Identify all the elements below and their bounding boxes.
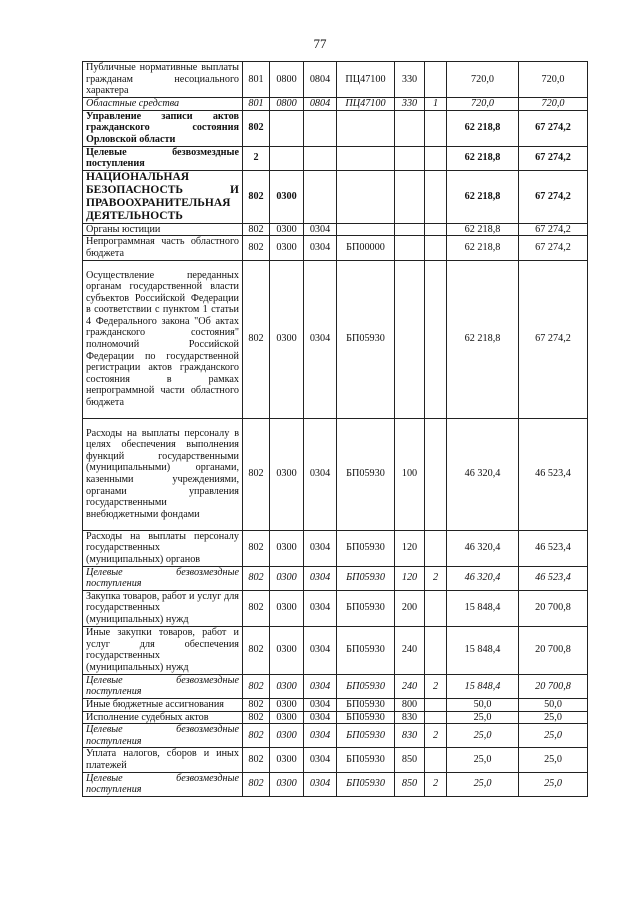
row-amount-year2: 720,0 — [519, 62, 588, 98]
row-expense-type: 330 — [395, 98, 425, 111]
table-row — [83, 590, 588, 626]
row-expense-type — [395, 236, 425, 260]
row-expense-type — [395, 170, 425, 223]
row-name: Иные бюджетные ассигнования — [83, 698, 243, 711]
row-section: 0300 — [270, 223, 304, 236]
row-grbs: 802 — [243, 772, 270, 796]
row-name: Целевые безвозмездные поступления — [83, 772, 243, 796]
row-grbs: 802 — [243, 530, 270, 566]
row-grbs: 802 — [243, 223, 270, 236]
table-row — [83, 170, 588, 223]
row-section: 0300 — [270, 418, 304, 530]
row-name: Иные закупки товаров, работ и услуг для обеспечения государственных (муниципальных) нужд — [83, 626, 243, 674]
row-name: Целевые безвозмездные поступления — [83, 724, 243, 748]
row-funding-source — [425, 698, 447, 711]
row-grbs: 801 — [243, 62, 270, 98]
row-amount-year2: 67 274,2 — [519, 110, 588, 146]
row-target-article: БП05930 — [337, 772, 395, 796]
budget-table — [82, 61, 588, 797]
row-amount-year2: 46 523,4 — [519, 566, 588, 590]
table-row — [83, 748, 588, 772]
row-amount-year2: 720,0 — [519, 98, 588, 111]
row-name: Исполнение судебных актов — [83, 711, 243, 724]
row-subsection: 0304 — [304, 590, 337, 626]
row-amount-year1: 15 848,4 — [447, 590, 519, 626]
row-target-article — [337, 170, 395, 223]
row-funding-source: 2 — [425, 772, 447, 796]
row-target-article: БП05930 — [337, 711, 395, 724]
row-funding-source: 2 — [425, 566, 447, 590]
row-amount-year1: 50,0 — [447, 698, 519, 711]
row-subsection: 0304 — [304, 236, 337, 260]
row-expense-type — [395, 223, 425, 236]
row-subsection: 0304 — [304, 626, 337, 674]
row-amount-year2: 25,0 — [519, 772, 588, 796]
row-amount-year1: 62 218,8 — [447, 236, 519, 260]
row-name: Расходы на выплаты персоналу государственных (муниципальных) органов — [83, 530, 243, 566]
table-row — [83, 724, 588, 748]
row-section — [270, 146, 304, 170]
row-funding-source — [425, 62, 447, 98]
row-name: Уплата налогов, сборов и иных платежей — [83, 748, 243, 772]
row-subsection: 0804 — [304, 98, 337, 111]
row-funding-source: 2 — [425, 724, 447, 748]
row-name: Непрограммная часть областного бюджета — [83, 236, 243, 260]
row-name: Закупка товаров, работ и услуг для государственных (муниципальных) нужд — [83, 590, 243, 626]
row-amount-year1: 46 320,4 — [447, 418, 519, 530]
row-amount-year2: 20 700,8 — [519, 626, 588, 674]
row-subsection: 0304 — [304, 530, 337, 566]
row-target-article: БП05930 — [337, 418, 395, 530]
row-target-article: ПЦ47100 — [337, 62, 395, 98]
table-row — [83, 698, 588, 711]
row-grbs: 2 — [243, 146, 270, 170]
row-subsection: 0304 — [304, 674, 337, 698]
row-amount-year2: 50,0 — [519, 698, 588, 711]
row-amount-year2: 25,0 — [519, 711, 588, 724]
row-expense-type: 120 — [395, 566, 425, 590]
row-grbs: 801 — [243, 98, 270, 111]
row-expense-type: 830 — [395, 711, 425, 724]
row-subsection: 0304 — [304, 724, 337, 748]
row-funding-source — [425, 236, 447, 260]
row-section: 0300 — [270, 530, 304, 566]
table-row — [83, 236, 588, 260]
row-section: 0300 — [270, 748, 304, 772]
row-target-article: БП05930 — [337, 260, 395, 418]
row-amount-year2: 46 523,4 — [519, 530, 588, 566]
row-amount-year1: 25,0 — [447, 772, 519, 796]
row-subsection: 0304 — [304, 698, 337, 711]
row-funding-source — [425, 418, 447, 530]
row-name: Публичные нормативные выплаты гражданам несоциального характера — [83, 62, 243, 98]
row-amount-year1: 46 320,4 — [447, 566, 519, 590]
row-target-article: БП05930 — [337, 566, 395, 590]
row-amount-year1: 62 218,8 — [447, 146, 519, 170]
row-target-article — [337, 110, 395, 146]
row-amount-year2: 67 274,2 — [519, 260, 588, 418]
row-amount-year2: 20 700,8 — [519, 674, 588, 698]
row-section: 0300 — [270, 260, 304, 418]
table-row — [83, 62, 588, 98]
table-row — [83, 98, 588, 111]
row-section: 0300 — [270, 590, 304, 626]
table-row — [83, 110, 588, 146]
row-name: Управление записи актов гражданского состояния Орловской области — [83, 110, 243, 146]
row-amount-year2: 67 274,2 — [519, 223, 588, 236]
row-name: Целевые безвозмездные поступления — [83, 146, 243, 170]
row-subsection — [304, 170, 337, 223]
row-grbs: 802 — [243, 566, 270, 590]
row-amount-year2: 67 274,2 — [519, 236, 588, 260]
row-grbs: 802 — [243, 724, 270, 748]
row-funding-source — [425, 110, 447, 146]
row-subsection: 0304 — [304, 260, 337, 418]
row-name: Целевые безвозмездные поступления — [83, 566, 243, 590]
row-amount-year2: 25,0 — [519, 748, 588, 772]
table-row — [83, 711, 588, 724]
table-row — [83, 626, 588, 674]
row-grbs: 802 — [243, 170, 270, 223]
row-grbs: 802 — [243, 418, 270, 530]
row-grbs: 802 — [243, 674, 270, 698]
row-funding-source — [425, 260, 447, 418]
row-target-article: БП05930 — [337, 626, 395, 674]
row-funding-source — [425, 146, 447, 170]
row-grbs: 802 — [243, 711, 270, 724]
row-section: 0300 — [270, 236, 304, 260]
table-row — [83, 223, 588, 236]
row-funding-source — [425, 711, 447, 724]
table-row — [83, 260, 588, 418]
row-section: 0300 — [270, 772, 304, 796]
row-section: 0300 — [270, 674, 304, 698]
row-amount-year1: 62 218,8 — [447, 170, 519, 223]
row-name: Расходы на выплаты персоналу в целях обеспечения выполнения функций государственными (муниципальными) органами, казенными учреждениями, органами управления государственными внебюджетными фондами — [83, 418, 243, 530]
row-amount-year1: 15 848,4 — [447, 674, 519, 698]
page-number: 77 — [313, 36, 327, 51]
row-subsection: 0304 — [304, 772, 337, 796]
row-funding-source — [425, 590, 447, 626]
row-funding-source — [425, 223, 447, 236]
row-expense-type: 240 — [395, 674, 425, 698]
row-amount-year1: 720,0 — [447, 98, 519, 111]
row-section: 0800 — [270, 98, 304, 111]
row-name: Целевые безвозмездные поступления — [83, 674, 243, 698]
row-target-article: БП05930 — [337, 748, 395, 772]
row-grbs: 802 — [243, 110, 270, 146]
row-subsection — [304, 110, 337, 146]
row-target-article: БП05930 — [337, 674, 395, 698]
row-expense-type: 330 — [395, 62, 425, 98]
table-row — [83, 418, 588, 530]
row-name: Органы юстиции — [83, 223, 243, 236]
row-expense-type: 850 — [395, 748, 425, 772]
row-target-article: ПЦ47100 — [337, 98, 395, 111]
row-amount-year1: 25,0 — [447, 724, 519, 748]
row-amount-year1: 62 218,8 — [447, 110, 519, 146]
row-expense-type — [395, 146, 425, 170]
row-amount-year2: 20 700,8 — [519, 590, 588, 626]
row-subsection: 0304 — [304, 748, 337, 772]
table-row — [83, 674, 588, 698]
row-amount-year1: 25,0 — [447, 748, 519, 772]
row-target-article: БП05930 — [337, 590, 395, 626]
row-expense-type — [395, 260, 425, 418]
row-section: 0300 — [270, 711, 304, 724]
row-amount-year2: 25,0 — [519, 724, 588, 748]
row-amount-year1: 62 218,8 — [447, 260, 519, 418]
row-name: Областные средства — [83, 98, 243, 111]
row-subsection: 0304 — [304, 566, 337, 590]
row-section: 0300 — [270, 170, 304, 223]
row-target-article: БП05930 — [337, 530, 395, 566]
table-row — [83, 146, 588, 170]
row-expense-type: 120 — [395, 530, 425, 566]
row-target-article: БП05930 — [337, 698, 395, 711]
row-section: 0300 — [270, 626, 304, 674]
row-amount-year2: 46 523,4 — [519, 418, 588, 530]
row-amount-year1: 46 320,4 — [447, 530, 519, 566]
row-funding-source — [425, 626, 447, 674]
row-subsection — [304, 146, 337, 170]
row-name: Осуществление переданных органам государственной власти субъектов Российской Федерации в соответствии с пунктом 1 статьи 4 Федерального закона "Об актах гражданского состояния" полномочий Российской Федерации по государственной регистрации актов гражданского состояния в рамках непрограммной части областного бюджета — [83, 260, 243, 418]
row-grbs: 802 — [243, 590, 270, 626]
row-amount-year1: 25,0 — [447, 711, 519, 724]
row-section: 0300 — [270, 724, 304, 748]
row-target-article: БП05930 — [337, 724, 395, 748]
row-expense-type: 200 — [395, 590, 425, 626]
table-row — [83, 772, 588, 796]
row-amount-year2: 67 274,2 — [519, 170, 588, 223]
row-subsection: 0304 — [304, 418, 337, 530]
row-grbs: 802 — [243, 748, 270, 772]
row-funding-source — [425, 530, 447, 566]
row-subsection: 0304 — [304, 223, 337, 236]
row-expense-type: 800 — [395, 698, 425, 711]
row-funding-source: 1 — [425, 98, 447, 111]
row-subsection: 0304 — [304, 711, 337, 724]
row-funding-source — [425, 748, 447, 772]
row-funding-source: 2 — [425, 674, 447, 698]
row-grbs: 802 — [243, 260, 270, 418]
row-section: 0300 — [270, 566, 304, 590]
row-expense-type: 240 — [395, 626, 425, 674]
row-expense-type: 100 — [395, 418, 425, 530]
row-amount-year1: 15 848,4 — [447, 626, 519, 674]
row-target-article — [337, 146, 395, 170]
row-target-article — [337, 223, 395, 236]
row-grbs: 802 — [243, 626, 270, 674]
row-amount-year2: 67 274,2 — [519, 146, 588, 170]
row-section: 0300 — [270, 698, 304, 711]
row-amount-year1: 62 218,8 — [447, 223, 519, 236]
row-grbs: 802 — [243, 698, 270, 711]
row-amount-year1: 720,0 — [447, 62, 519, 98]
table-row — [83, 566, 588, 590]
row-section: 0800 — [270, 62, 304, 98]
row-expense-type: 850 — [395, 772, 425, 796]
row-expense-type — [395, 110, 425, 146]
table-row — [83, 530, 588, 566]
row-grbs: 802 — [243, 236, 270, 260]
row-subsection: 0804 — [304, 62, 337, 98]
row-target-article: БП00000 — [337, 236, 395, 260]
row-section — [270, 110, 304, 146]
row-name: НАЦИОНАЛЬНАЯ БЕЗОПАСНОСТЬ И ПРАВООХРАНИТЕЛЬНАЯ ДЕЯТЕЛЬНОСТЬ — [83, 170, 243, 223]
row-expense-type: 830 — [395, 724, 425, 748]
row-funding-source — [425, 170, 447, 223]
table-body — [83, 62, 588, 797]
